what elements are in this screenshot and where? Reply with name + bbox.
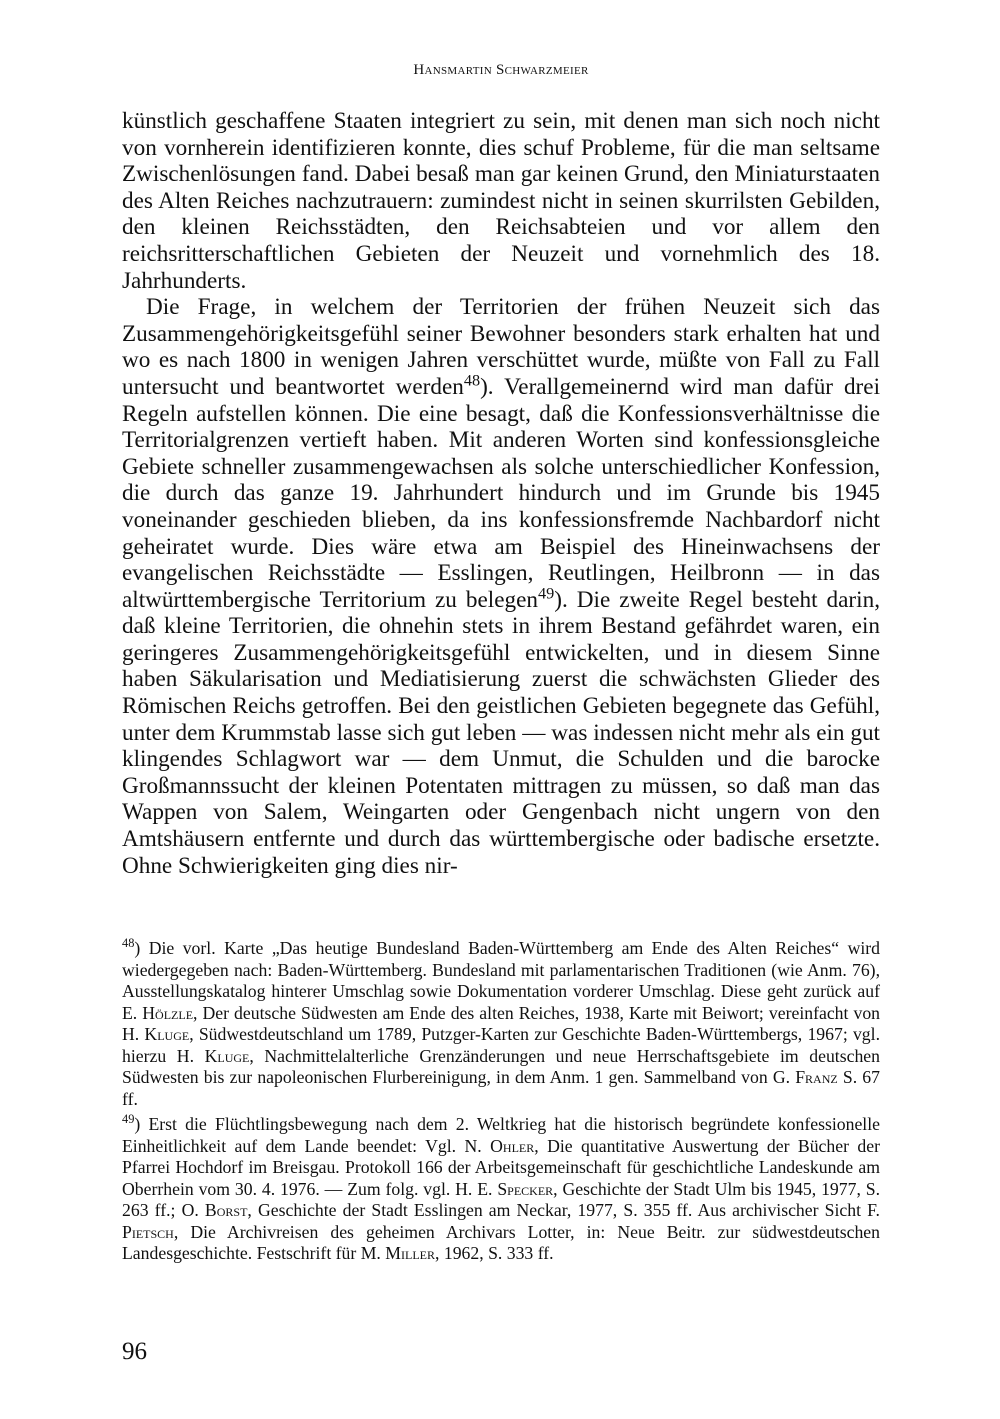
footnote-text: , Der deutsche Südwesten am Ende des alten Reiches, 1938, Karte mit Beiwort; vereinfacht von H.: [122, 1002, 881, 1044]
author-name: Miller: [385, 1243, 435, 1263]
paragraph-2: [122, 294, 880, 879]
footnotes: [122, 938, 880, 1269]
main-text: [122, 108, 880, 879]
paragraph-1: künstlich geschaffene Staaten integriert zu sein, mit denen man sich noch nicht von vornherein identifizieren konnte, dies schuf Probleme, für die man seltsame Zwischenlösungen fand. Dabei besaß man gar keinen Grund, den Miniaturstaaten des Alten Reiches nachzutrauern: zumindest nicht in seinen skurrilsten Gebilden, den kleinen Reichsstädten, den Reichsabteien und vor allem den reichsritterschaftlichen Gebieten der Neuzeit und vornehmlich des 18. Jahrhunderts.: [122, 108, 880, 294]
paragraph-2-part-c: ). Die zweite Regel besteht darin, daß kleine Territorien, die ohnehin stets in ihrem Bestand gefährdet waren, ein geringeres Zusammengehörigkeitsgefühl entwickelten, und in diesem Sinne haben Säkularisation und Mediatisierung zuerst die schwächsten Glieder des Römischen Reichs getroffen. Bei den geistlichen Gebieten begegnete das Gefühl, unter dem Krummstab lasse sich gut leben — was indessen nicht mehr als ein gut klingendes Schlagwort war — dem Unmut, die Schulden und die barocke Großmannssucht der kleinen Potentaten mittragen zu müssen, so daß man das Wappen von Salem, Weingarten oder Gengenbach nicht ungern von den Amtshäusern entfernte und durch das württembergische oder badische ersetzte. Ohne Schwierigkeiten ging dies nir-: [122, 586, 880, 879]
author-name: Franz: [795, 1067, 838, 1087]
footnote-text: , 1962, S. 333 ff.: [435, 1243, 554, 1263]
footnote-ref-48[interactable]: 48: [463, 371, 481, 390]
paragraph-2-part-a: Die Frage, in welchem der Territorien der frühen Neuzeit sich das Zusammengehörigkeitsgefühl seiner Bewohner besonders stark erhalten hat und wo es nach 1800 in wenigen Jahren verschüttet wurde, müßte von Fall zu Fall untersucht und beantwortet werden: [122, 294, 880, 400]
footnote-mark: 49: [122, 1112, 135, 1127]
footnote-text: , Die Archivreisen des geheimen Archivars Lotter, in: Neue Beitr. zur südwestdeutschen Landesgeschichte. Festschrift für M.: [122, 1221, 880, 1263]
paragraph-2-part-b: ). Verallgemeinernd wird man dafür drei Regeln aufstellen können. Die eine besagt, daß die Konfessionsverhältnisse die Territorialgrenzen vertieft haben. Mit anderen Worten sind konfessionsgleiche Gebiete schneller zusammengewachsen als solche unterschiedlicher Konfession, die durch das ganze 19. Jahrhundert hindurch und im Grunde bis 1945 voneinander geschieden blieben, da ins konfessionsfremde Nachbardorf nicht geheiratet wurde. Dies wäre etwa am Beispiel des Hineinwachsens der evangelischen Reichsstädte — Esslingen, Reutlingen, Heilbronn — in das altwürttembergische Territorium zu belegen: [122, 373, 881, 613]
footnote-text: , Die quantitative Auswertung der Bücher der Pfarrei Hochdorf im Breisgau. Protokoll 166 der Arbeitsgemeinschaft für geschichtliche Landeskunde am Oberrhein vom 30. 4. 1976. — Zum folg. vgl. H. E.: [122, 1135, 881, 1199]
footnote-text: ) Die vorl. Karte „Das heutige Bundesland Baden-Württemberg am Ende des Alten Reiches“ wird wiedergegeben nach: Baden-Württemberg. Bundesland mit parlamentarischen Traditionen (wie Anm. 76), Ausstellungskatalog hinterer Umschlag sowie Dokumentation vorderer Umschlag. Diese geht zurück auf E.: [122, 938, 880, 1023]
footnote-text: , Geschichte der Stadt Esslingen am Neckar, 1977, S. 355 ff. Aus archivischer Sicht F.: [247, 1200, 880, 1220]
footnote-49: [122, 1114, 880, 1265]
footnote-text: , Geschichte der Stadt Ulm bis 1945, 1977, S. 263 ff.; O.: [122, 1178, 880, 1220]
footnote-text: , Südwestdeutschland um 1789, Putzger-Karten zur Geschichte Baden-Württembergs, 1967; vgl. hierzu H.: [122, 1024, 880, 1066]
footnote-mark: 48: [122, 936, 135, 951]
author-name: Ohler: [490, 1135, 535, 1156]
footnote-text: , Nachmittelalterliche Grenzänderungen und neue Herrschaftsgebiete im deutschen Südwesten bis zur napoleonischen Flurbereinigung, in dem Anm. 1 gen. Sammelband von G.: [122, 1045, 880, 1087]
author-name: Pietsch: [122, 1221, 174, 1242]
author-name: Kluge: [204, 1045, 250, 1066]
running-head: Hansmartin Schwarzmeier: [413, 62, 589, 78]
author-name: Kluge: [144, 1024, 190, 1044]
author-name: Hölzle: [142, 1002, 194, 1023]
footnote-text: S. 67 ff.: [122, 1067, 880, 1109]
author-name: Borst: [204, 1200, 248, 1220]
page-number: 96: [122, 1338, 147, 1365]
footnote-ref-49[interactable]: 49: [538, 583, 555, 602]
footnote-48: [122, 938, 880, 1110]
author-name: Specker: [497, 1178, 554, 1199]
footnote-text: ) Erst die Flüchtlingsbewegung nach dem 2. Weltkrieg hat die historisch begründete konfessionelle Einheitlichkeit auf dem Lande beendet: Vgl. N.: [122, 1114, 880, 1156]
